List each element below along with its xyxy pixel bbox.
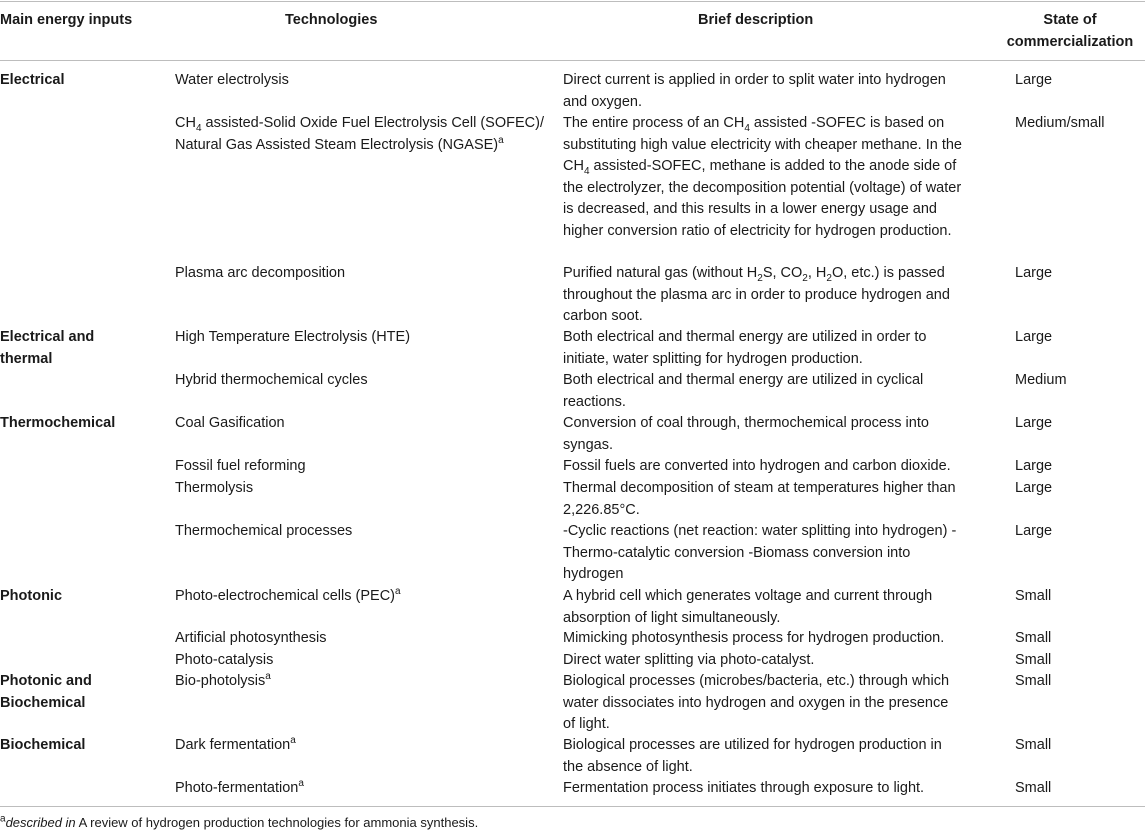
group-label: Biochemical — [0, 737, 86, 753]
desc-text: assisted-SOFEC, methane is added to the anode side of the electrolyzer, the decomposition potential (voltage) of water is decreased, and this results in a lower energy usage and higher conversion ratio of electricity for hydrogen production. — [563, 158, 962, 239]
desc-cell: Fossil fuels are converted into hydrogen and carbon dioxide. — [563, 458, 951, 474]
header-technologies: Technologies — [285, 12, 378, 28]
desc-cell: Conversion of coal through, thermochemical process into syngas. — [563, 415, 929, 453]
footnote-marker: a — [265, 671, 271, 683]
tech-cell — [175, 671, 535, 693]
group-label: Photonic and Biochemical — [0, 673, 92, 711]
desc-text: S, CO — [762, 265, 803, 281]
tech-text: Dark fermentation — [175, 737, 291, 753]
desc-text: assisted -SOFEC is based on substituting high value electricity with cheaper methane. In the CH — [563, 115, 962, 174]
table-top-rule — [0, 1, 1145, 2]
desc-text: O, etc.) is passed throughout the plasma arc in order to produce hydrogen and carbon soot. — [563, 265, 950, 324]
tech-cell: Coal Gasification — [175, 415, 285, 431]
group-label: Thermochemical — [0, 415, 116, 431]
state-cell: Medium — [1015, 372, 1067, 388]
desc-cell: Direct current is applied in order to split water into hydrogen and oxygen. — [563, 72, 946, 110]
state-cell: Large — [1015, 480, 1053, 496]
tech-cell: Water electrolysis — [175, 72, 289, 88]
state-cell: Small — [1015, 630, 1052, 646]
tech-cell: Fossil fuel reforming — [175, 458, 306, 474]
desc-cell — [563, 263, 963, 328]
state-cell: Large — [1015, 458, 1053, 474]
state-cell: Small — [1015, 737, 1052, 753]
state-cell: Small — [1015, 780, 1052, 796]
subscript: 4 — [583, 165, 590, 177]
tech-cell — [175, 113, 555, 156]
desc-cell: Both electrical and thermal energy are utilized in cyclical reactions. — [563, 372, 924, 410]
table-header-rule — [0, 60, 1145, 61]
header-state — [990, 9, 1145, 53]
tech-cell — [175, 586, 535, 608]
footnote-text: A review of hydrogen production technologies for ammonia synthesis. — [75, 815, 479, 830]
header-main-energy-inputs: Main energy inputs — [0, 12, 133, 28]
desc-text: , H — [807, 265, 827, 281]
state-cell: Large — [1015, 265, 1053, 281]
header-brief-description: Brief description — [698, 12, 814, 28]
desc-cell — [563, 113, 963, 242]
tech-cell: Hybrid thermochemical cycles — [175, 372, 368, 388]
state-cell: Large — [1015, 72, 1053, 88]
subscript: 4 — [195, 122, 202, 134]
group-label: Electrical and thermal — [0, 329, 95, 367]
desc-cell: Biological processes (microbes/bacteria, etc.) through which water dissociates into hydrogen and oxygen in the presence of light. — [563, 673, 950, 732]
tech-cell: Plasma arc decomposition — [175, 265, 346, 281]
desc-cell: A hybrid cell which generates voltage and current through absorption of light simultaneously. — [563, 588, 933, 626]
footnote-marker: a — [395, 586, 401, 598]
footnote-marker: a — [0, 813, 6, 825]
desc-cell: Fermentation process initiates through exposure to light. — [563, 780, 925, 796]
desc-cell: Biological processes are utilized for hydrogen production in the absence of light. — [563, 737, 942, 775]
tech-cell: Thermochemical processes — [175, 523, 353, 539]
tech-cell: High Temperature Electrolysis (HTE) — [175, 329, 411, 345]
subscript: 2 — [802, 272, 808, 284]
tech-text: assisted-Solid Oxide Fuel Electrolysis Cell (SOFEC)/ Natural Gas Assisted Steam Electrolysis (NGASE) — [175, 115, 544, 153]
desc-text: Purified natural gas (without H — [563, 265, 758, 281]
subscript: 2 — [826, 272, 832, 284]
tech-cell — [175, 778, 535, 800]
state-cell: Small — [1015, 652, 1052, 668]
tech-cell — [175, 735, 535, 757]
table-bottom-rule — [0, 806, 1145, 807]
tech-cell: Thermolysis — [175, 480, 254, 496]
state-cell: Large — [1015, 329, 1053, 345]
desc-cell: Mimicking photosynthesis process for hydrogen production. — [563, 630, 945, 646]
footnote-marker: a — [290, 735, 296, 747]
footnote-marker: a — [298, 778, 304, 790]
state-cell: Large — [1015, 523, 1053, 539]
footnote-marker: a — [498, 134, 504, 146]
state-cell: Small — [1015, 673, 1052, 689]
tech-text: Bio-photolysis — [175, 673, 266, 689]
tech-cell: Artificial photosynthesis — [175, 630, 327, 646]
state-cell: Large — [1015, 415, 1053, 431]
header-state-line2: commercialization — [1006, 34, 1134, 50]
desc-text: The entire process of an CH — [563, 115, 745, 131]
tech-cell: Photo-catalysis — [175, 652, 274, 668]
group-label: Electrical — [0, 72, 65, 88]
desc-cell: Direct water splitting via photo-catalyst. — [563, 652, 815, 668]
tech-text: Photo-electrochemical cells (PEC) — [175, 588, 395, 604]
state-cell: Medium/small — [1015, 115, 1105, 131]
state-cell: Small — [1015, 588, 1052, 604]
header-state-line1: State of — [1043, 12, 1097, 28]
group-label: Photonic — [0, 588, 63, 604]
desc-cell: Thermal decomposition of steam at temperatures higher than 2,226.85°C. — [563, 480, 956, 518]
subscript: 4 — [744, 122, 750, 134]
tech-text: Photo-fermentation — [175, 780, 299, 796]
desc-cell: Both electrical and thermal energy are utilized in order to initiate, water splitting for hydrogen production. — [563, 329, 927, 367]
tech-text: CH — [175, 115, 196, 131]
subscript: 2 — [757, 272, 763, 284]
table-footnote — [0, 814, 478, 832]
desc-cell: -Cyclic reactions (net reaction: water splitting into hydrogen) -Thermo-catalytic conversion -Biomass conversion into hydrogen — [563, 523, 957, 582]
footnote-italic: described in — [5, 815, 76, 830]
